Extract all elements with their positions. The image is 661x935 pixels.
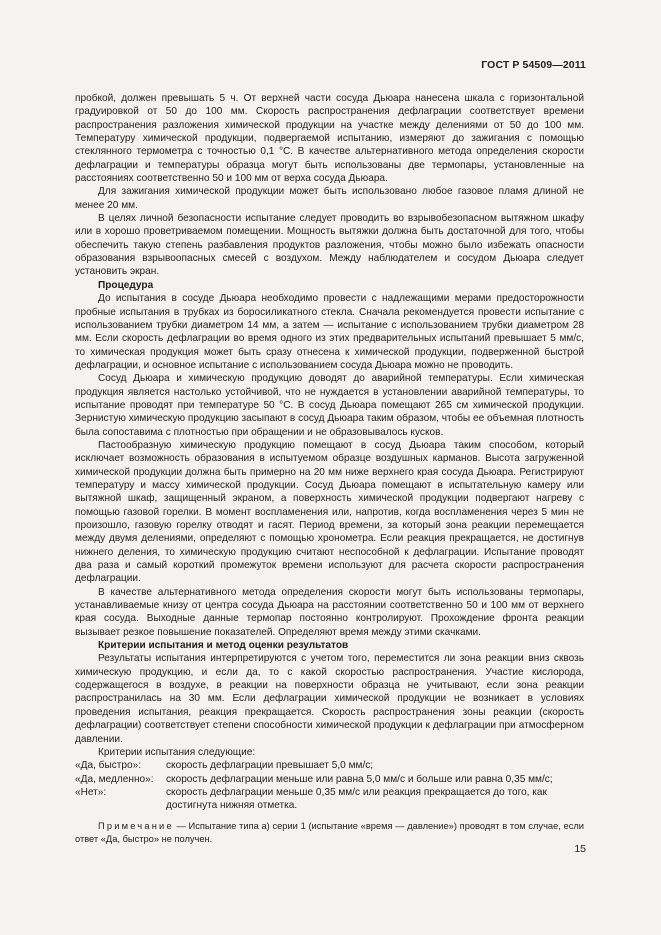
paragraph: До испытания в сосуде Дьюара необходимо провести с надлежащими мерами предосторожности пробные испытания в трубках из боросиликатного стекла. Сначала рекомендуется провести испытание с использованием трубки диаметром 14 мм, а затем — испытание с использованием трубки диаметром 28 мм. Если скорость дефлаграции во время одного из этих предварительных испытаний превышает 5 мм/с, то химическая продукция может быть сразу отнесена к химической продукции, подверженной быстрой дефлаграции, и основное испытание с использованием сосуда Дьюара можно не проводить. (75, 293, 584, 371)
criteria-value: скорость дефлаграции меньше 0,35 мм/с или реакция прекращается до того, как достигнута нижняя отметка. (166, 786, 547, 812)
criteria-value: скорость дефлаграции превышает 5,0 мм/с; (166, 760, 374, 772)
note (75, 820, 584, 846)
criteria-key: «Нет»: (75, 786, 107, 798)
paragraph: Сосуд Дьюара и химическую продукцию доводят до аварийной температуры. Если химическая продукция является настолько устойчивой, что не нуждается в установлении аварийной температуры, то испытание проводят при температуре 50 °С. В сосуд Дьюара помещают 265 см химической продукции. Зернистую химическую продукцию засыпают в сосуд Дьюара таким образом, чтобы ее объемная плотность была сопоставима с плотностью при обращении и не образовывалось кусков. (75, 373, 584, 438)
document-body (75, 92, 584, 846)
paragraph: В качестве альтернативного метода определения скорости могут быть использованы термопары, устанавливаемые книзу от центра сосуда Дьюара на расстоянии соответственно 50 и 100 мм от верхнего края сосуда. Выходные данные термопар постоянно контролируют. Прохождение фронта реакции вызывает резкое повышение показателей. Определяют время между этими скачками. (75, 586, 584, 638)
paragraph: Пастообразную химическую продукцию помещают в сосуд Дьюара таким способом, который исключает возможность образования в испытуемом образце воздушных карманов. Высота загруженной химической продукции должна быть примерно на 20 мм ниже верхнего края сосуда Дьюара. Регистрируют температуру и массу химической продукции. Сосуд Дьюара помещают в испытательную камеру или вытяжной шкаф, защищенный экраном, а поверхность химической продукции подвергают нагреву с помощью газовой горелки. В момент воспламенения или, напротив, когда воспламенения через 5 мин не произошло, газовую горелку отводят и гасят. Период времени, за который зона реакции перемещается между двумя делениями, определяют с помощью хронометра. Если реакция прекращается, не достигнув нижнего деления, то химическую продукцию считают неспособной к дефлаграции. Испытание проводят два раза и самый короткий промежуток времени используют для расчета скорости распространения дефлаграции. (75, 439, 584, 585)
section-heading-procedure: Процедура (98, 279, 154, 291)
criteria-list (75, 759, 584, 812)
paragraph: Для зажигания химической продукции может быть использовано любое газовое пламя длиной не менее 20 мм. (75, 186, 584, 211)
criteria-value: скорость дефлаграции меньше или равна 5,0 мм/с и больше или равна 0,35 мм/с; (166, 773, 553, 785)
note-text: — Испытание типа а) серии 1 (испытание «время — давление») проводят в том случае, если ответ «Да, быстро» не получен. (75, 820, 584, 844)
criteria-item (75, 786, 584, 813)
criteria-key: «Да, медленно»: (75, 773, 154, 785)
criteria-item (75, 759, 584, 772)
criteria-item (75, 773, 584, 786)
paragraph: пробкой, должен превышать 5 ч. От верхней части сосуда Дьюара нанесена шкала с горизонтальной градуировкой от 50 до 100 мм. Скорость распространения дефлаграции соответствует времени распространения разложения химической продукции на участке между делениями от 50 до 100 мм. Температуру химической продукции, подвергаемой испытанию, измеряют до зажигания с помощью стеклянного термометра с точностью 0,1 °С. В качестве альтернативного метода определения скорости дефлаграции и температуры образца могут быть использованы две термопары, установленные на расстояниях соответственно 50 и 100 мм от верха сосуда Дьюара. (75, 93, 584, 185)
standard-header: ГОСТ Р 54509—2011 (481, 59, 586, 71)
section-heading-criteria: Критерии испытания и метод оценки результатов (98, 640, 349, 652)
criteria-key: «Да, быстро»: (75, 760, 142, 772)
paragraph: Результаты испытания интерпретируются с учетом того, переместится ли зона реакции вниз сквозь химическую продукцию, и если да, то с какой скоростью распространения. Участие кислорода, содержащегося в воздухе, в реакции на поверхности образца не учитывают, если зона реакции распространилась на 30 мм. Если дефлаграции химической продукции не возникает в условиях проведения испытания, реакция прекращается. Скорость распространения зоны реакции (скорость дефлаграции) соответствует степени способности химической продукции к дефлаграции при атмосферном давлении. (75, 653, 584, 745)
page-number: 15 (574, 843, 586, 855)
paragraph: Критерии испытания следующие: (98, 746, 256, 758)
paragraph: В целях личной безопасности испытание следует проводить во взрывобезопасном вытяжном шкафу или в хорошо проветриваемом помещении. Мощность вытяжки должна быть достаточной для того, чтобы обеспечить такую степень разбавления продуктов разложения, чтобы можно было избежать опасности образования взрывоопасных смесей с воздухом. Между наблюдателем и сосудом Дьюара следует установить экран. (75, 213, 584, 278)
note-label: Примечание (98, 820, 174, 831)
